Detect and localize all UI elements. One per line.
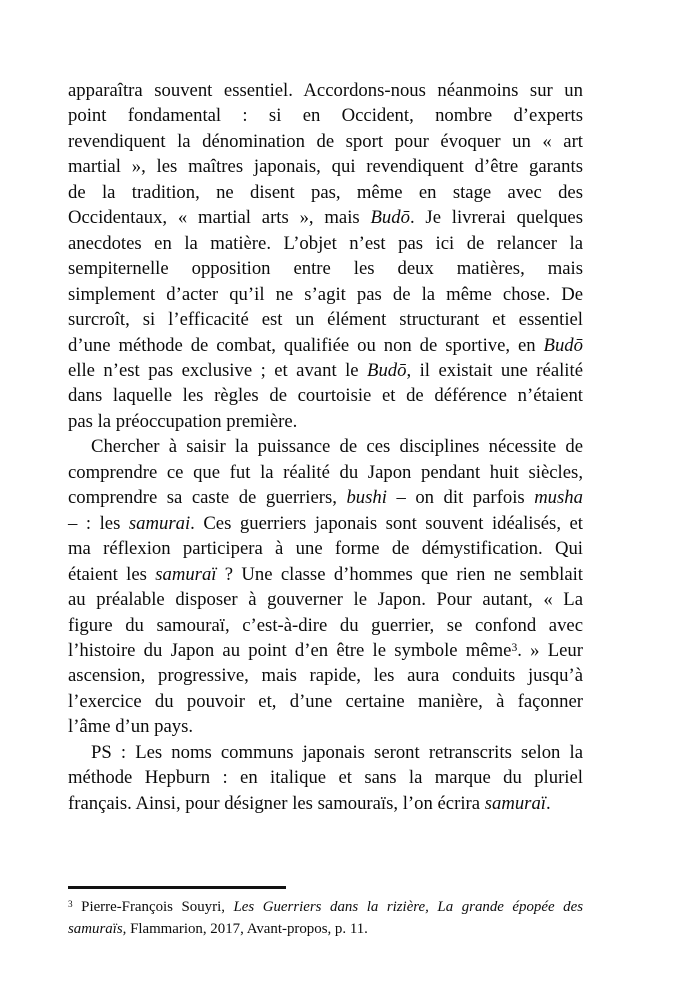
- text-run: sempiternelle opposition entre les deux matières, mais: [68, 258, 583, 280]
- italic-text-run: Budō: [367, 359, 407, 381]
- text-line: [68, 740, 583, 765]
- text-run: Pierre-François Souyri,: [72, 899, 234, 915]
- text-line: [68, 333, 583, 358]
- text-line: [68, 154, 583, 179]
- text-run: figure du samouraï, c’est-à-dire du guerrier, se confond avec: [68, 614, 583, 636]
- text-run: ? Une classe d’hommes que rien ne semblait: [216, 563, 584, 585]
- footnote: [68, 886, 583, 941]
- text-run: point fondamental : si en Occident, nombre d’experts: [68, 105, 583, 127]
- body-text: [68, 78, 583, 816]
- text-line: [68, 613, 583, 638]
- text-line: [68, 409, 583, 434]
- text-line: [68, 765, 583, 790]
- text-run: PS : Les noms communs japonais seront retranscrits selon la: [91, 741, 583, 763]
- text-run: ascension, progressive, mais rapide, les aura conduits jusqu’à: [68, 665, 583, 687]
- text-line: [68, 638, 583, 663]
- text-line: [68, 256, 583, 281]
- paragraph: [68, 740, 583, 816]
- text-line: [68, 714, 583, 739]
- text-run: . Ces guerriers japonais sont souvent idéalisés, et: [190, 512, 583, 534]
- text-line: [68, 896, 583, 918]
- text-line: [68, 689, 583, 714]
- text-line: [68, 663, 583, 688]
- text-line: [68, 282, 583, 307]
- text-run: l’âme d’un pays.: [68, 716, 194, 738]
- text-run: pas la préoccupation première.: [68, 410, 298, 432]
- text-run: comprendre ce que fut la réalité du Japon pendant huit siècles,: [68, 461, 583, 483]
- text-line: [68, 231, 583, 256]
- text-run: martial », les maîtres japonais, qui revendiquent d’être garants: [68, 156, 583, 178]
- text-line: [68, 536, 583, 561]
- italic-text-run: samuraï: [484, 792, 546, 814]
- text-line: [68, 78, 583, 103]
- text-line: [68, 791, 583, 816]
- italic-text-run: samuraïs,: [68, 921, 127, 938]
- text-line: [68, 562, 583, 587]
- text-run: anecdotes en la matière. L’objet n’est pas ici de relancer la: [68, 232, 583, 254]
- text-run: . » Leur: [517, 639, 583, 661]
- text-line: [68, 511, 583, 536]
- text-run: l’exercice du pouvoir et, d’une certaine manière, à façonner: [68, 690, 583, 712]
- text-line: [68, 103, 583, 128]
- text-run: d’une méthode de combat, qualifiée ou non de sportive, en: [68, 334, 544, 356]
- text-line: [68, 358, 583, 383]
- italic-text-run: bushi: [346, 487, 387, 509]
- text-run: l’histoire du Japon au point d’en être le symbole même: [68, 639, 512, 661]
- text-run: elle n’est pas exclusive ; et avant le: [68, 359, 368, 381]
- text-run: au préalable disposer à gouverner le Japon. Pour autant, « La: [68, 589, 583, 611]
- text-run: ma réflexion participera à une forme de démystification. Qui: [68, 538, 583, 560]
- text-run: méthode Hepburn : en italique et sans la marque du pluriel: [68, 767, 583, 789]
- text-run: apparaîtra souvent essentiel. Accordons-nous néanmoins sur un: [68, 80, 583, 101]
- text-run: comprendre sa caste de guerriers,: [68, 487, 347, 509]
- text-line: [68, 307, 583, 332]
- text-run: Chercher à saisir la puissance de ces disciplines nécessite de: [91, 436, 583, 458]
- text-run: , il existait une réalité: [406, 359, 583, 381]
- paragraph: [68, 434, 583, 739]
- footnote-text: [68, 896, 583, 941]
- text-run: simplement d’acter qu’il ne s’agit pas de la même chose. De: [68, 283, 583, 305]
- italic-text-run: samurai: [128, 512, 191, 534]
- footnote-reference: 3: [511, 640, 518, 654]
- text-run: dans laquelle les règles de courtoisie et de déférence n’étaient: [68, 385, 583, 407]
- text-line: [68, 918, 583, 940]
- text-run: étaient les: [68, 563, 156, 585]
- paragraph: [68, 78, 583, 434]
- text-line: [68, 180, 583, 205]
- text-run: – : les: [68, 512, 129, 534]
- italic-text-run: samuraï: [155, 563, 217, 585]
- footnote-reference: 3: [68, 898, 73, 909]
- text-run: français. Ainsi, pour désigner les samouraïs, l’on écrira: [68, 792, 485, 814]
- text-line: [68, 129, 583, 154]
- text-run: revendiquent la dénomination de sport pour évoquer un « art: [68, 130, 583, 152]
- text-run: – on dit parfois: [386, 487, 535, 509]
- text-line: [68, 434, 583, 459]
- italic-text-run: Les Guerriers dans la rizière, La grande épopée des: [233, 899, 583, 915]
- text-run: surcroît, si l’efficacité est un élément structurant et essentiel: [68, 309, 583, 331]
- italic-text-run: Budō: [543, 334, 583, 356]
- text-run: .: [545, 792, 551, 814]
- text-line: [68, 587, 583, 612]
- text-run: de la tradition, ne disent pas, même en stage avec des: [68, 181, 583, 203]
- text-line: [68, 383, 583, 408]
- italic-text-run: musha: [534, 487, 583, 509]
- text-line: [68, 205, 583, 230]
- footnote-separator: [68, 886, 286, 889]
- text-line: [68, 485, 583, 510]
- text-run: Flammarion, 2017, Avant-propos, p. 11.: [126, 921, 368, 938]
- italic-text-run: Budō: [370, 207, 410, 229]
- text-run: Occidentaux, « martial arts », mais: [68, 207, 371, 229]
- text-line: [68, 460, 583, 485]
- text-run: . Je livrerai quelques: [409, 207, 583, 229]
